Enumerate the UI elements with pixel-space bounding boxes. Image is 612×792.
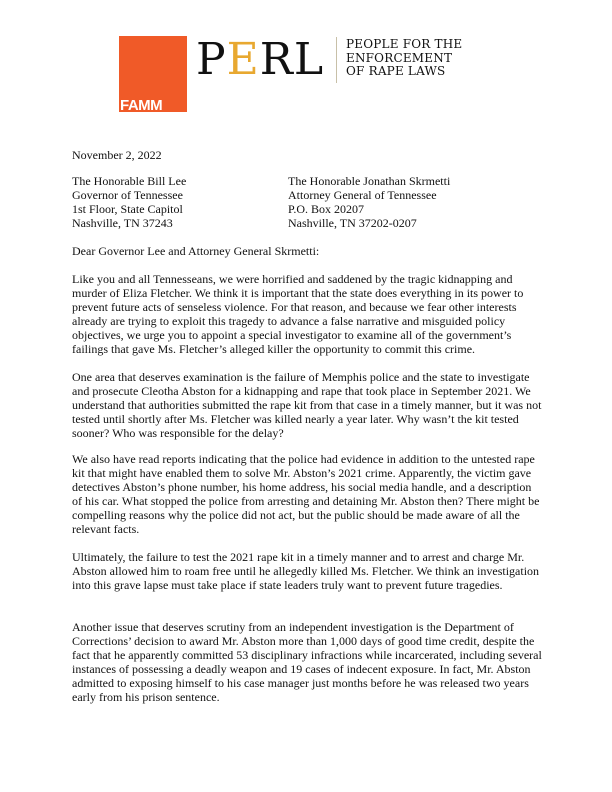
body-paragraph: Like you and all Tennesseans, we were horrified and saddened by the tragic kidnapping and murder of Eliza Fletcher. We think it is important that the state does everything in its power to prevent future acts of senseless violence. For that reason, and because we fear other interests already are trying to exploit this tragedy to advance a false narrative and misguided policy objectives, we urge you to appoint a special investigator to examine all of the government’s failings that gave Ms. Fletcher’s alleged killer the opportunity to commit this crime. bbox=[72, 272, 524, 356]
perl-logo-rl: RL bbox=[259, 34, 325, 85]
body-paragraph: Ultimately, the failure to test the 2021 rape kit in a timely manner and to arrest and charge Mr. Abston allowed him to roam free until he allegedly killed Ms. Fletcher. We think an investigation into this grave lapse must take place if state leaders truly want to prevent future tragedies. bbox=[72, 550, 540, 592]
tagline-line: ENFORCEMENT bbox=[346, 50, 453, 65]
tagline-line: PEOPLE FOR THE bbox=[346, 37, 463, 51]
address-line: P.O. Box 20207 bbox=[288, 202, 365, 216]
letter-date: November 2, 2022 bbox=[72, 148, 162, 162]
address-line: The Honorable Jonathan Skrmetti bbox=[288, 174, 451, 188]
address-line: The Honorable Bill Lee bbox=[72, 174, 187, 188]
address-line: Nashville, TN 37243 bbox=[72, 216, 173, 230]
tagline-line: OF RAPE LAWS bbox=[346, 64, 446, 78]
salutation: Dear Governor Lee and Attorney General Skrmetti: bbox=[72, 244, 320, 258]
perl-tagline bbox=[346, 38, 462, 79]
body-paragraph: Another issue that deserves scrutiny from an independent investigation is the Department of Corrections’ decision to award Mr. Abston more than 1,000 days of good time credit, despite the fact that he apparently committed 53 disciplinary infractions while incarcerated, including several instances of possessing a deadly weapon and 19 cases of indecent exposure. In fact, Mr. Abston admitted to exposing himself to his case manager just months before he was released two years early from his prison sentence. bbox=[72, 620, 542, 704]
address-line: Attorney General of Tennessee bbox=[288, 188, 437, 202]
body-paragraph: One area that deserves examination is the failure of Memphis police and the state to investigate and prosecute Cleotha Abston for a kidnapping and rape that took place in September 2021. We understand that authorities submitted the rape kit from that case in a timely manner, but it was not tested until shortly after Ms. Fletcher was killed nearly a year later. Why wasn’t the kit tested sooner? Who was responsible for the delay? bbox=[72, 370, 542, 440]
perl-logo-e: E bbox=[226, 34, 260, 85]
logo-divider bbox=[336, 37, 337, 83]
recipient-address-attorney-general bbox=[288, 174, 450, 230]
recipient-address-governor bbox=[72, 174, 186, 230]
address-line: Governor of Tennessee bbox=[72, 188, 183, 202]
perl-logo bbox=[196, 32, 324, 88]
famm-logo bbox=[119, 36, 187, 112]
address-line: Nashville, TN 37202-0207 bbox=[288, 216, 417, 230]
perl-logo-p: P bbox=[196, 34, 227, 85]
famm-logo-text: FAMM bbox=[120, 97, 163, 114]
body-paragraph: We also have read reports indicating that the police had evidence in addition to the untested rape kit that might have enabled them to solve Mr. Abston’s 2021 crime. Apparently, the victim gave detectives Abston’s phone number, his home address, his social media handle, and a description of his car. What stopped the police from arresting and detaining Mr. Abston then? There might be compelling reasons why the police did not act, but the public should be made aware of all the relevant facts. bbox=[72, 452, 540, 536]
address-line: 1st Floor, State Capitol bbox=[72, 202, 183, 216]
